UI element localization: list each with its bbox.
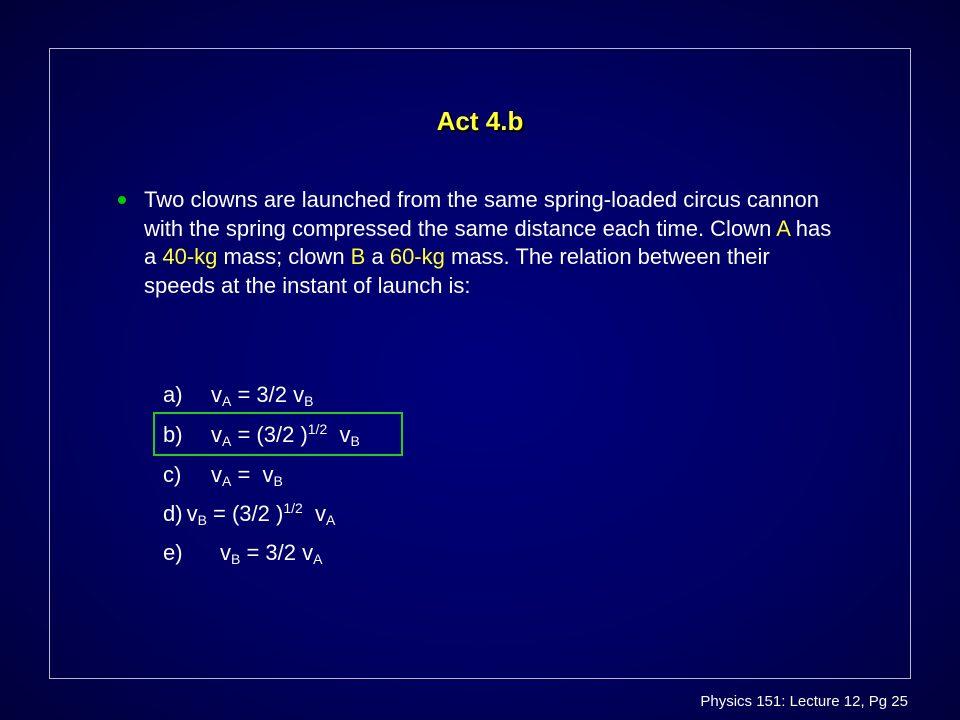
choice-letter: d) <box>163 501 183 526</box>
speed-symbol: v <box>220 540 231 565</box>
clown-b-mass: 60-kg <box>389 244 445 269</box>
bullet-icon <box>118 196 126 204</box>
choice-d <box>163 500 335 528</box>
choice-c <box>163 461 283 489</box>
speed-symbol: v <box>302 540 314 565</box>
question-part: mass. The relation between their speeds at the instant of launch is: <box>144 244 770 298</box>
speed-symbol: v <box>293 382 305 407</box>
question-part: Two clowns are launched from the same spring-loaded circus cannon with the spring compressed the same distance each time. Clown <box>144 187 820 241</box>
choice-relation: = <box>231 462 263 487</box>
choice-a <box>163 381 313 409</box>
spacer <box>327 422 339 447</box>
choice-relation: = 3/2 <box>231 382 294 407</box>
speed-symbol: v <box>315 501 327 526</box>
choice-relation: = 3/2 <box>240 540 303 565</box>
speed-symbol: v <box>211 382 222 407</box>
speed-subscript: A <box>222 433 232 449</box>
question-text <box>144 186 844 300</box>
choice-e <box>163 539 322 567</box>
choice-letter: a) <box>163 382 183 407</box>
speed-subscript: B <box>350 433 360 449</box>
question-part: mass; clown <box>217 244 351 269</box>
slide-title: Act 4.b <box>436 106 524 136</box>
speed-subscript: A <box>313 551 323 567</box>
speed-subscript: A <box>326 512 336 528</box>
exponent: 1/2 <box>307 421 328 437</box>
clown-b-label: B <box>350 244 366 269</box>
speed-subscript: B <box>231 551 241 567</box>
slide-footer: Physics 151: Lecture 12, Pg 25 <box>700 693 908 710</box>
choice-b <box>163 421 360 449</box>
choice-letter: b) <box>163 422 183 447</box>
clown-a-mass: 40-kg <box>162 244 218 269</box>
speed-symbol: v <box>211 422 222 447</box>
speed-subscript: A <box>222 393 232 409</box>
slide-frame <box>49 48 911 679</box>
choice-relation: = (3/2 ) <box>206 501 284 526</box>
choice-letter: c) <box>163 462 182 487</box>
speed-symbol: v <box>211 462 222 487</box>
exponent: 1/2 <box>283 500 303 516</box>
question-part: a <box>365 244 390 269</box>
clown-a-label: A <box>776 215 790 241</box>
choice-letter: e) <box>163 540 183 565</box>
speed-symbol: v <box>186 501 198 526</box>
speed-subscript: B <box>273 473 283 489</box>
question-part: has a <box>144 215 832 269</box>
speed-subscript: B <box>197 512 207 528</box>
speed-symbol: v <box>262 462 274 487</box>
spacer <box>303 501 315 526</box>
speed-subscript: A <box>222 473 232 489</box>
speed-subscript: B <box>304 393 314 409</box>
choice-relation: = (3/2 ) <box>231 422 308 447</box>
speed-symbol: v <box>339 422 351 447</box>
